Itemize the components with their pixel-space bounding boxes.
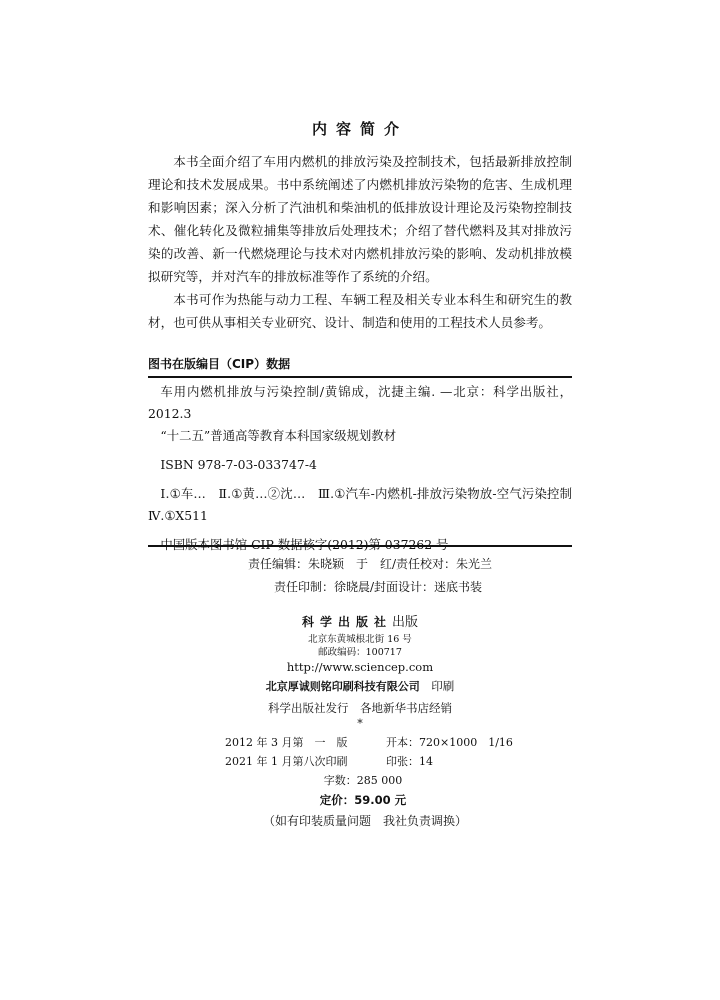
cip-entry: 车用内燃机排放与污染控制/黄锦成，沈捷主编. —北京：科学出版社，2012.3 [148,384,572,421]
publisher-url: http://www.sciencep.com [286,660,434,674]
publisher-postcode: 邮政编码：100717 [318,647,402,658]
distribution-line: 科学出版社发行 各地新华书店经销 [268,701,452,715]
credits [148,553,572,599]
quality-note: （如有印装质量问题 我社负责调换） [262,814,467,828]
edition-specs [148,733,572,831]
separator-star: * [357,717,363,730]
intro-text [148,150,572,334]
publisher-address: 北京东黄城根北街 16 号 [308,634,412,645]
printed-sheets: 印张：14 [386,755,433,768]
intro-paragraph-1: 本书全面介绍了车用内燃机的排放污染及控制技术，包括最新排放控制理论和技术发展成果。书中系统阐述了内燃机排放污染物的危害、生成机理和影响因素；深入分析了汽油机和柴油机的低排放设计理论及污染物控制技术、催化转化及微粒捕集等排放后处理技术；介绍了替代燃料及其对排放污染的改善、新一代燃烧理论与技术对内燃机排放污染的影响、发动机排放模拟研究等，并对汽车的排放标准等作了系统的介绍。 [148,154,572,284]
cip-series: “十二五”普通高等教育本科国家级规划教材 [160,428,397,443]
publisher-suffix: 出版 [392,615,419,630]
credits-production: 责任印制：徐晓晨/封面设计：迷底书装 [274,580,483,594]
printer-line [148,675,572,698]
edition-date: 2012 年 3 月第 一 版 [225,736,348,749]
spec-row-printing [148,752,572,771]
word-count: 字数：285 000 [323,774,403,787]
publisher-block [148,612,572,730]
intro-paragraph-2: 本书可作为热能与动力工程、车辆工程及相关专业本科生和研究生的教材，也可供从事相关专业研究、设计、制造和使用的工程技术人员参考。 [148,292,572,330]
price: 定价：59.00 元 [319,793,407,807]
cip-divider [148,545,572,547]
cip-heading: 图书在版编目（CIP）数据 [148,355,572,378]
spec-row-edition [148,733,572,752]
credits-editors: 责任编辑：朱晓颖 于 红/责任校对：朱光兰 [248,557,493,571]
printing-date: 2021 年 1 月第八次印刷 [225,755,348,768]
printer-suffix: 印刷 [431,679,455,693]
publisher-line [148,612,572,633]
cip-record: 中国版本图书馆 CIP 数据核字(2012)第 037262 号 [160,537,449,552]
cip-block [148,381,572,556]
cip-isbn: ISBN 978-7-03-033747-4 [160,457,317,472]
publisher-name: 科学出版社 [301,615,392,629]
book-format: 开本：720×1000 1/16 [386,736,513,749]
intro-title: 内容简介 [311,120,408,138]
printer-name: 北京厚诚则铭印刷科技有限公司 [265,680,420,693]
cip-subjects: Ⅰ.①车… Ⅱ.①黄…②沈… Ⅲ.①汽车-内燃机-排放污染物放-空气污染控制 Ⅳ.①X511 [148,486,572,523]
